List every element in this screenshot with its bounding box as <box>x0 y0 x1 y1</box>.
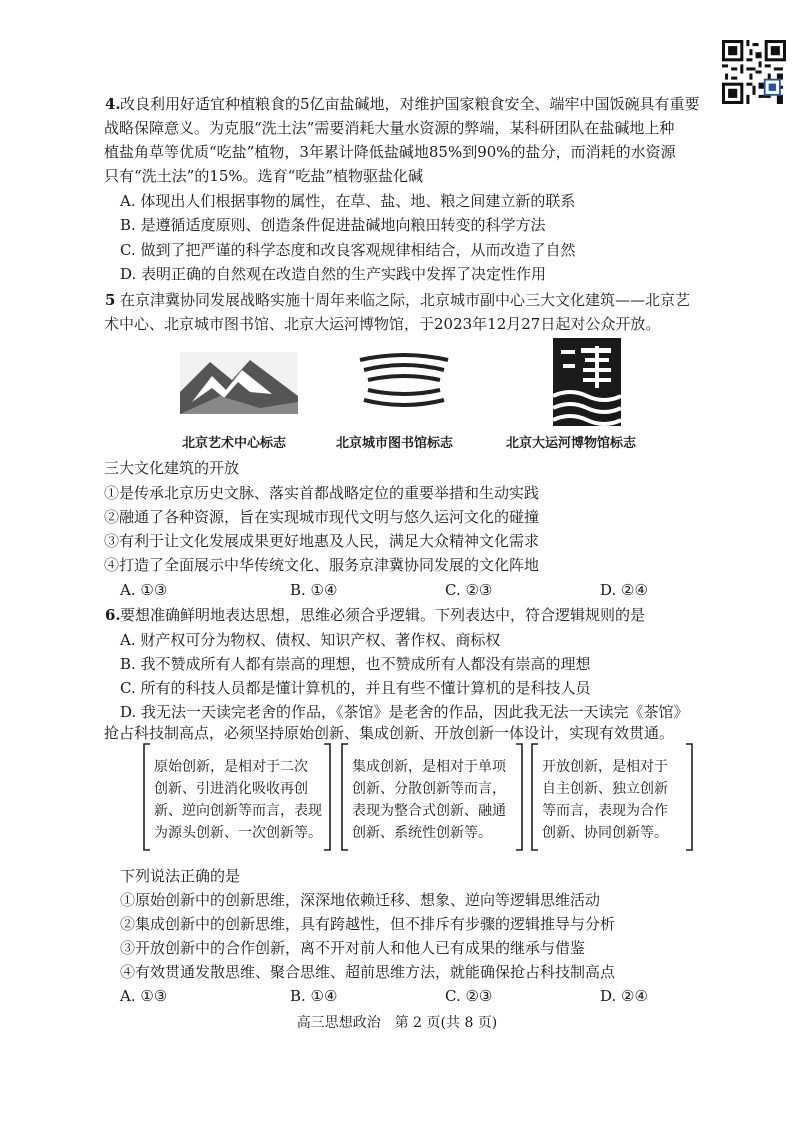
q7-statement-2: ②集成创新中的创新思维，具有跨越性，但不排斥有步骤的逻辑推导与分析 <box>120 915 616 933</box>
q6-stem: 要想准确鲜明地表达思想，思维必须合乎逻辑。下列表达中，符合逻辑规则的是 <box>120 606 646 624</box>
logo-caption-city-library: 北京城市图书馆标志 <box>336 436 454 451</box>
box2-line-4: 创新、系统性创新等。 <box>352 825 492 841</box>
q5-choice-a: A. ①③ <box>120 581 168 599</box>
innovation-box-integrated <box>338 738 528 856</box>
box1-line-3: 新、逆向创新等而言，表现 <box>154 803 322 819</box>
q5-statement-2: ②融通了各种资源，旨在实现城市现代文明与悠久运河文化的碰撞 <box>104 508 540 526</box>
q7-intro: 抢占科技制高点，必须坚持原始创新、集成创新、开放创新一体设计，实现有效贯通。 <box>104 724 675 742</box>
qr-code-icon <box>722 40 786 104</box>
q6-option-b: B. 我不赞成所有人都有崇高的理想，也不赞成所有人都没有崇高的理想 <box>120 655 591 673</box>
q5-choice-b: B. ①④ <box>290 581 338 599</box>
q4-stem-line-1: 改良利用好适宜种植粮食的5亿亩盐碱地，对维护国家粮食安全、端牢中国饭碗具有重要 <box>120 95 700 113</box>
art-center-logo-icon <box>180 352 298 414</box>
innovation-box-original <box>140 738 335 856</box>
q6-option-a: A. 财产权可分为物权、债权、知识产权、著作权、商标权 <box>120 631 501 649</box>
city-library-logo-icon <box>356 352 452 410</box>
q7-choice-c: C. ②③ <box>445 987 493 1005</box>
box2-line-2: 创新、分散创新等而言， <box>352 781 506 797</box>
q7-choices <box>120 986 740 1006</box>
q6-option-c: C. 所有的科技人员都是懂计算机的，并且有些不懂计算机的是科技人员 <box>120 679 591 697</box>
box3-line-2: 自主创新、独立创新 <box>542 781 668 797</box>
q5-statement-3: ③有利于让文化发展成果更好地惠及人民，满足大众精神文化需求 <box>104 532 540 550</box>
q7-choice-b: B. ①④ <box>290 987 338 1005</box>
q6-option-d: D. 我无法一天读完老舍的作品，《茶馆》是老舍的作品，因此我无法一天读完《茶馆》 <box>120 703 689 721</box>
q7-statement-3: ③开放创新中的合作创新，离不开对前人和他人已有成果的继承与借鉴 <box>120 939 586 957</box>
q5-question-stem: 三大文化建筑的开放 <box>104 459 240 477</box>
question-6-number: 6. <box>105 606 121 624</box>
q7-question-stem: 下列说法正确的是 <box>120 867 241 885</box>
q4-stem-line-4: 只有“洗土法”的15%。选育“吃盐”植物驱盐化碱 <box>104 167 424 185</box>
q5-choice-c: C. ②③ <box>445 581 493 599</box>
innovation-box-open <box>528 738 698 856</box>
q5-choices <box>120 580 740 600</box>
q7-statement-4: ④有效贯通发散思维、聚合思维、超前思维方法，就能确保抢占科技制高点 <box>120 963 616 981</box>
box3-line-3: 等而言，表现为合作 <box>542 803 668 819</box>
page-footer: 高三思想政治 第 2 页(共 8 页) <box>296 1015 498 1031</box>
q4-option-b: B. 是遵循适度原则、创造条件促进盐碱地向粮田转变的科学方法 <box>120 216 546 234</box>
logo-caption-art-center: 北京艺术中心标志 <box>182 436 287 451</box>
box2-line-1: 集成创新，是相对于单项 <box>352 759 506 775</box>
canal-museum-logo-icon <box>553 338 621 426</box>
q7-choice-d: D. ②④ <box>600 987 648 1005</box>
box1-line-2: 创新、引进消化吸收再创 <box>154 781 308 797</box>
q7-statement-1: ①原始创新中的创新思维，深深地依赖迁移、想象、逆向等逻辑思维活动 <box>120 891 601 909</box>
q7-choice-a: A. ①③ <box>120 987 168 1005</box>
box1-line-4: 为源头创新、一次创新等。 <box>154 825 322 841</box>
q5-statement-1: ①是传承北京历史文脉、落实首都战略定位的重要举措和生动实践 <box>104 484 540 502</box>
box3-line-1: 开放创新，是相对于 <box>542 759 668 775</box>
q5-choice-d: D. ②④ <box>600 581 648 599</box>
q4-stem-line-3: 植盐角草等优质“吃盐”植物，3年累计降低盐碱地85%到90%的盐分，而消耗的水资源 <box>104 143 676 161</box>
box3-line-4: 创新、协同创新等。 <box>542 825 668 841</box>
q4-option-d: D. 表明正确的自然观在改造自然的生产实践中发挥了决定性作用 <box>120 265 547 283</box>
logo-caption-canal-museum: 北京大运河博物馆标志 <box>506 436 637 451</box>
box2-line-3: 表现为整合式创新、融通 <box>352 803 506 819</box>
q5-statement-4: ④打造了全面展示中华传统文化、服务京津冀协同发展的文化阵地 <box>104 556 540 574</box>
question-4-number: 4. <box>105 95 121 113</box>
q4-option-a: A. 体现出人们根据事物的属性，在草、盐、地、粮之间建立新的联系 <box>120 192 576 210</box>
q5-stem-line-2: 术中心、北京城市图书馆、北京大运河博物馆，于2023年12月27日起对公众开放。 <box>104 315 661 333</box>
q4-option-c: C. 做到了把严谨的科学态度和改良客观规律相结合，从而改造了自然 <box>120 241 576 259</box>
question-5-number: 5 <box>105 291 116 309</box>
q4-stem-line-2: 战略保障意义。为克服“洗土法”需要消耗大量水资源的弊端，某科研团队在盐碱地上种 <box>104 119 675 137</box>
box1-line-1: 原始创新，是相对于二次 <box>154 759 308 775</box>
q5-stem-line-1: 在京津冀协同发展战略实施十周年来临之际，北京城市副中心三大文化建筑——北京艺 <box>120 291 691 309</box>
